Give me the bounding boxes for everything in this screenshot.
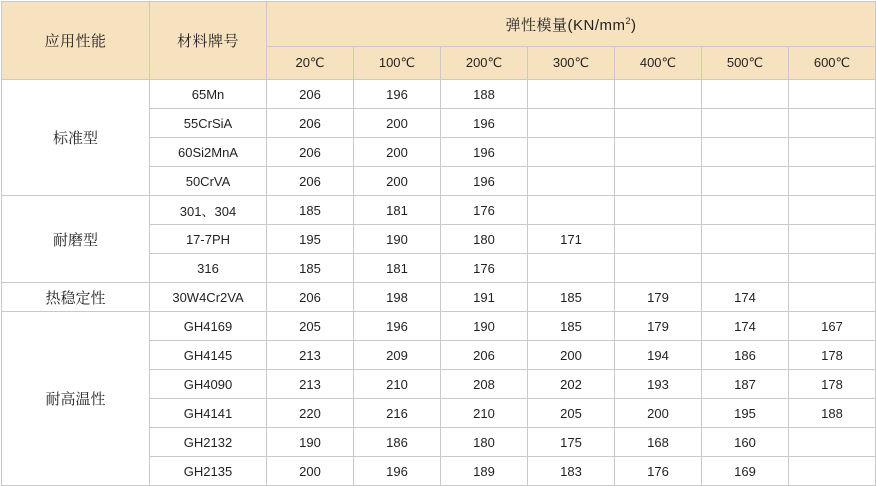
- value-cell: [615, 254, 702, 283]
- value-cell: [528, 80, 615, 109]
- header-elastic-modulus: [267, 2, 876, 47]
- header-temp-600: 600℃: [789, 47, 876, 80]
- grade-cell: 65Mn: [150, 80, 267, 109]
- value-cell: 187: [702, 370, 789, 399]
- table-row: [2, 196, 876, 225]
- group-label-thermal-stability: 热稳定性: [2, 283, 150, 312]
- value-cell: [528, 109, 615, 138]
- value-cell: 176: [615, 457, 702, 486]
- value-cell: 185: [267, 196, 354, 225]
- value-cell: 206: [267, 80, 354, 109]
- value-cell: 168: [615, 428, 702, 457]
- grade-cell: GH4141: [150, 399, 267, 428]
- value-cell: 210: [441, 399, 528, 428]
- grade-cell: 55CrSiA: [150, 109, 267, 138]
- grade-cell: 17-7PH: [150, 225, 267, 254]
- header-temp-100: 100℃: [354, 47, 441, 80]
- value-cell: 180: [441, 428, 528, 457]
- value-cell: 193: [615, 370, 702, 399]
- value-cell: 195: [702, 399, 789, 428]
- value-cell: 191: [441, 283, 528, 312]
- value-cell: [789, 167, 876, 196]
- value-cell: [615, 167, 702, 196]
- value-cell: 200: [354, 138, 441, 167]
- value-cell: 171: [528, 225, 615, 254]
- value-cell: [615, 109, 702, 138]
- value-cell: 188: [789, 399, 876, 428]
- value-cell: 220: [267, 399, 354, 428]
- grade-cell: 50CrVA: [150, 167, 267, 196]
- header-temp-300: 300℃: [528, 47, 615, 80]
- value-cell: 206: [441, 341, 528, 370]
- header-material-grade: 材料牌号: [150, 2, 267, 80]
- value-cell: 196: [354, 457, 441, 486]
- value-cell: 179: [615, 312, 702, 341]
- value-cell: [615, 196, 702, 225]
- grade-cell: 316: [150, 254, 267, 283]
- header-application-property: 应用性能: [2, 2, 150, 80]
- value-cell: 190: [441, 312, 528, 341]
- group-label-high-temperature: 耐高温性: [2, 312, 150, 486]
- value-cell: [702, 138, 789, 167]
- value-cell: 200: [615, 399, 702, 428]
- header-elastic-modulus-sup: 2: [625, 15, 631, 26]
- value-cell: 186: [354, 428, 441, 457]
- table-body: [2, 80, 876, 486]
- value-cell: 176: [441, 196, 528, 225]
- value-cell: 209: [354, 341, 441, 370]
- value-cell: 185: [267, 254, 354, 283]
- value-cell: [789, 254, 876, 283]
- value-cell: [528, 196, 615, 225]
- value-cell: [615, 80, 702, 109]
- value-cell: [615, 138, 702, 167]
- value-cell: 196: [354, 312, 441, 341]
- header-temp-500: 500℃: [702, 47, 789, 80]
- header-elastic-modulus-text: 弹性模量(KN/mm: [505, 16, 626, 34]
- value-cell: 206: [267, 167, 354, 196]
- value-cell: [789, 457, 876, 486]
- value-cell: [702, 196, 789, 225]
- value-cell: [789, 428, 876, 457]
- value-cell: 213: [267, 370, 354, 399]
- table-header: [2, 2, 876, 80]
- value-cell: 169: [702, 457, 789, 486]
- value-cell: 181: [354, 196, 441, 225]
- value-cell: [702, 109, 789, 138]
- header-temp-200: 200℃: [441, 47, 528, 80]
- value-cell: [702, 225, 789, 254]
- grade-cell: 30W4Cr2VA: [150, 283, 267, 312]
- value-cell: 198: [354, 283, 441, 312]
- value-cell: 205: [267, 312, 354, 341]
- value-cell: 178: [789, 341, 876, 370]
- value-cell: 176: [441, 254, 528, 283]
- value-cell: 185: [528, 312, 615, 341]
- elastic-modulus-table-page: [0, 1, 876, 479]
- value-cell: 194: [615, 341, 702, 370]
- value-cell: [789, 138, 876, 167]
- group-label-standard: 标准型: [2, 80, 150, 196]
- table-row: [2, 312, 876, 341]
- header-elastic-modulus-tail: ): [631, 16, 637, 34]
- value-cell: 174: [702, 283, 789, 312]
- value-cell: 196: [441, 138, 528, 167]
- value-cell: 200: [528, 341, 615, 370]
- header-temp-400: 400℃: [615, 47, 702, 80]
- value-cell: 200: [354, 109, 441, 138]
- header-temp-20: 20℃: [267, 47, 354, 80]
- value-cell: 185: [528, 283, 615, 312]
- grade-cell: GH4145: [150, 341, 267, 370]
- grade-cell: GH2135: [150, 457, 267, 486]
- value-cell: 160: [702, 428, 789, 457]
- value-cell: 205: [528, 399, 615, 428]
- value-cell: 195: [267, 225, 354, 254]
- value-cell: [528, 167, 615, 196]
- value-cell: 190: [267, 428, 354, 457]
- value-cell: [789, 283, 876, 312]
- value-cell: 175: [528, 428, 615, 457]
- group-label-wear-resistant: 耐磨型: [2, 196, 150, 283]
- value-cell: [789, 196, 876, 225]
- grade-cell: 60Si2MnA: [150, 138, 267, 167]
- grade-cell: GH2132: [150, 428, 267, 457]
- value-cell: 180: [441, 225, 528, 254]
- value-cell: 216: [354, 399, 441, 428]
- value-cell: 181: [354, 254, 441, 283]
- elastic-modulus-table: [1, 1, 876, 486]
- value-cell: 196: [441, 109, 528, 138]
- value-cell: 208: [441, 370, 528, 399]
- grade-cell: 301、304: [150, 196, 267, 225]
- value-cell: 196: [354, 80, 441, 109]
- value-cell: 183: [528, 457, 615, 486]
- header-row-main: [2, 2, 876, 47]
- table-row: [2, 80, 876, 109]
- value-cell: [789, 225, 876, 254]
- value-cell: 206: [267, 138, 354, 167]
- value-cell: [702, 80, 789, 109]
- value-cell: 189: [441, 457, 528, 486]
- value-cell: [789, 109, 876, 138]
- value-cell: [528, 254, 615, 283]
- value-cell: 196: [441, 167, 528, 196]
- value-cell: 213: [267, 341, 354, 370]
- table-row: [2, 283, 876, 312]
- value-cell: 200: [267, 457, 354, 486]
- value-cell: 200: [354, 167, 441, 196]
- value-cell: 202: [528, 370, 615, 399]
- value-cell: [702, 167, 789, 196]
- value-cell: [702, 254, 789, 283]
- value-cell: 167: [789, 312, 876, 341]
- value-cell: 179: [615, 283, 702, 312]
- value-cell: [615, 225, 702, 254]
- value-cell: 206: [267, 109, 354, 138]
- value-cell: 188: [441, 80, 528, 109]
- value-cell: 190: [354, 225, 441, 254]
- value-cell: 178: [789, 370, 876, 399]
- grade-cell: GH4169: [150, 312, 267, 341]
- value-cell: [789, 80, 876, 109]
- grade-cell: GH4090: [150, 370, 267, 399]
- value-cell: 174: [702, 312, 789, 341]
- value-cell: [528, 138, 615, 167]
- value-cell: 206: [267, 283, 354, 312]
- value-cell: 210: [354, 370, 441, 399]
- value-cell: 186: [702, 341, 789, 370]
